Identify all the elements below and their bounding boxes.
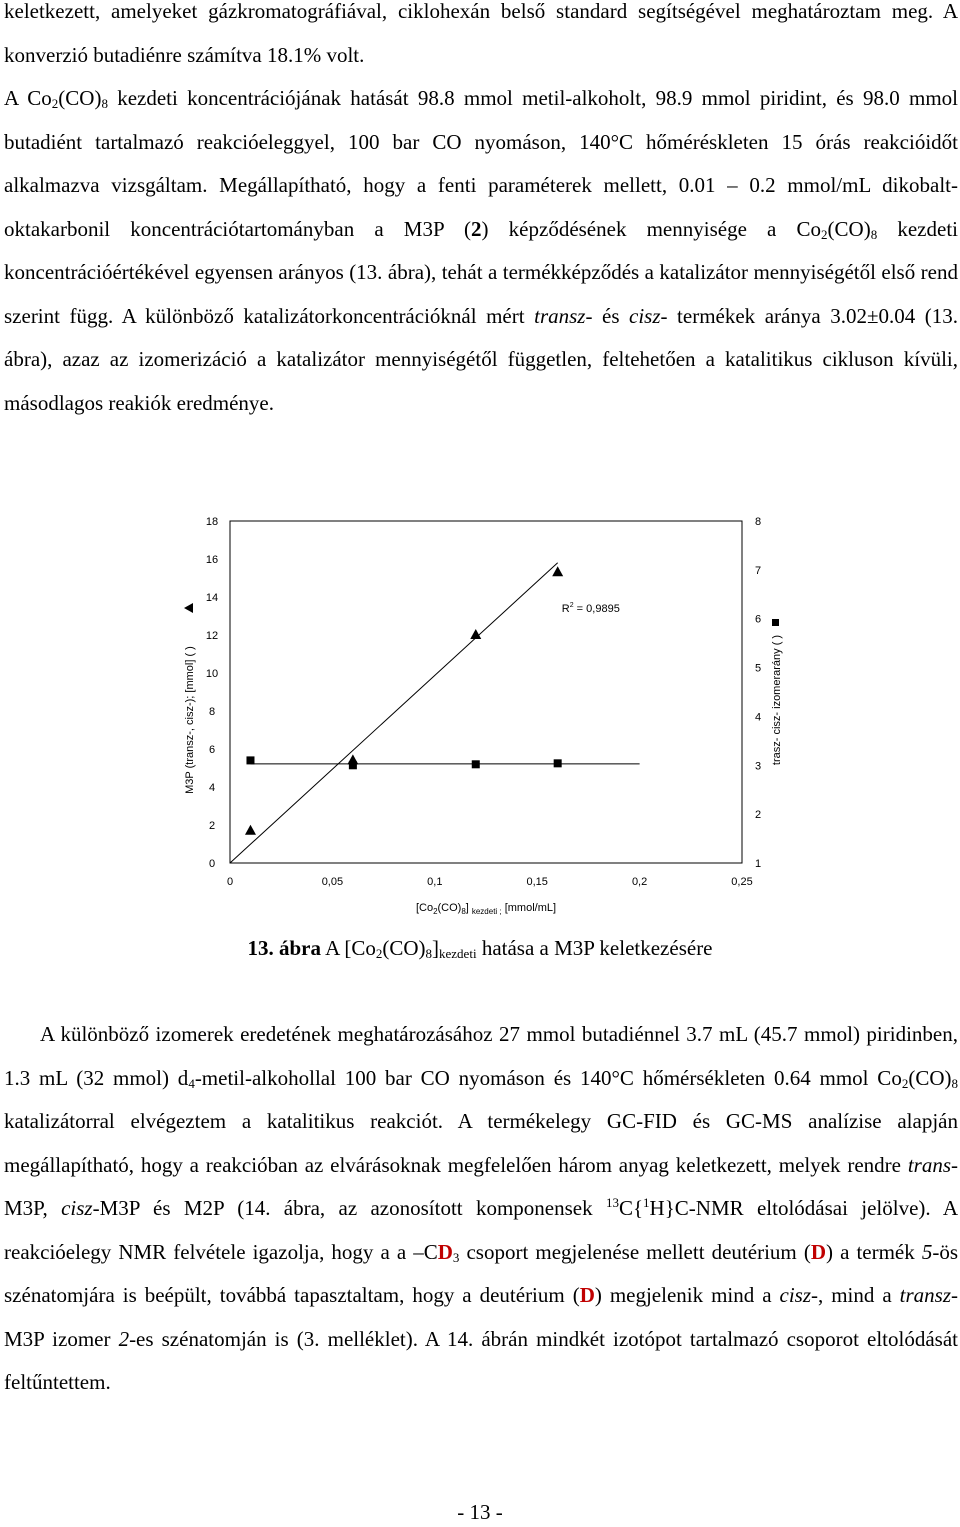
caption-text: hatása a M3P keletkezésére — [476, 936, 713, 960]
square-point — [246, 756, 254, 764]
subscript: 8 — [425, 946, 433, 961]
paragraph-2-text: C{ — [618, 1196, 644, 1220]
subscript: 8 — [951, 1075, 958, 1091]
page-number: - 13 - — [457, 1500, 503, 1524]
paragraph-2 — [4, 1013, 958, 1405]
paragraph-1-text-e: ) képződésének mennyisége a Co — [481, 216, 822, 241]
y-left-tick-label: 18 — [205, 516, 219, 528]
paragraph-1-text-h: - és — [585, 303, 630, 328]
paragraph-2-text: csoport megjelenése mellett deutérium ( — [459, 1239, 811, 1264]
y-right-tick-label: 6 — [754, 613, 762, 626]
paragraph-2-text: -M3P, — [4, 1152, 958, 1220]
r-squared-annotation: $R^2 = 0,9895$ — [561, 602, 620, 616]
paragraph-2-text: -ös szénatomjára is beépült, továbbá tapasztaltam, hogy a deutérium ( — [4, 1239, 958, 1307]
paragraph-1-text-f: (CO) — [827, 216, 871, 241]
paragraph-2-text: katalizátorral elvégeztem a katalitikus reakciót. A termékelegy GC-FID és GC-MS analízise alapján megállapítható, hogy a reakcióban az elvárásoknak megfelelően három anyag keletkezett, melyek rendre — [4, 1109, 958, 1177]
y-left-axis-title: M3P (transz-, cisz-); [mmol] ( ) — [184, 646, 196, 794]
plot-frame — [230, 521, 742, 863]
x-tick-label: 0,05 — [321, 876, 344, 888]
subscript: 3 — [452, 1249, 460, 1265]
italic-term: transz — [534, 303, 586, 328]
square-point — [554, 759, 562, 767]
y-left-tick-label: 8 — [208, 706, 216, 718]
subscript: 2 — [375, 946, 383, 961]
y-left-axis-ticks — [206, 516, 218, 870]
italic-term: transz — [899, 1283, 952, 1307]
x-tick-label: 0,1 — [427, 876, 443, 888]
paragraph-2-text: -es szénatomján is (3. melléklet). A 14. ábrán mindkét izotópot tartalmazó csoporot eltolódását feltűntettem. — [4, 1326, 958, 1394]
x-axis-title: $[Co_2(CO)_8]$ $_{kezdeti ;}$ [mmol/mL] — [415, 902, 557, 916]
triangle-legend-icon — [184, 603, 193, 613]
paragraph-1-text-b: A Co — [4, 86, 52, 110]
x-tick-label: 0,25 — [731, 876, 753, 888]
square-point — [472, 760, 480, 768]
caption-text: ] — [432, 936, 440, 960]
figure-caption — [0, 932, 960, 964]
y-left-tick-label: 12 — [205, 630, 219, 642]
paragraph-1-text-a: keletkezett, amelyeket gázkromatográfiával, ciklohexán belső standard segítségével meghatároztam meg. A konverzió butadiénre számítva 18.1% volt. — [4, 0, 958, 67]
y-right-axis-ticks — [755, 516, 761, 870]
figure-label: 13. ábra — [247, 936, 321, 960]
paragraph-2-text: -M3P izomer — [4, 1283, 959, 1351]
x-tick-label: 0,2 — [631, 876, 648, 888]
paragraph-2-text: ) megjelenik mind a — [594, 1283, 780, 1307]
square-legend-icon — [772, 619, 779, 626]
subscript: 8 — [101, 96, 108, 111]
subscript: 2 — [901, 1075, 909, 1091]
figure-13-chart — [0, 490, 960, 930]
paragraph-2-text: A különböző izomerek eredetének meghatározásához 27 mmol butadiénnel 3.7 mL (45.7 mmol) piridinben, 1.3 mL (32 mmol) d — [4, 1022, 958, 1090]
deuterium-highlight: D — [810, 1239, 826, 1264]
superscript: 1 — [643, 1195, 650, 1210]
paragraph-1-text-d: kezdeti koncentrációjának hatását 98.8 mmol metil-alkoholt, 98.9 mmol piridint, és 98.0 mmol butadiént tartalmazó reakcióeleggyel, 100 bar CO nyomáson, 140°C hőméréskleten 15 órás reakcióidőt alkalmazva vizsgáltam. Megállapítható, hogy a fenti paraméterek mellett, 0.01 – 0.2 mmol/mL dikobalt-oktakarbonil koncentrációtartományban a M3P ( — [4, 86, 958, 241]
triangle-point — [245, 825, 256, 835]
square-point — [349, 761, 357, 769]
paragraph-2-text: ) a termék — [826, 1239, 922, 1264]
paragraph-2-text: -, mind a — [811, 1283, 900, 1307]
y-left-tick-label: 4 — [208, 782, 216, 794]
italic-term: 5 — [921, 1239, 933, 1264]
subscript: 2 — [51, 96, 59, 111]
italic-term: cisz — [629, 303, 661, 328]
deuterium-highlight: D — [579, 1283, 595, 1307]
x-axis-ticks — [227, 876, 753, 888]
y-left-tick-label: 16 — [205, 554, 219, 566]
caption-text: A [Co — [320, 936, 376, 960]
triangle-point — [552, 566, 563, 576]
y-right-tick-label: 1 — [754, 858, 762, 870]
subscript: 8 — [870, 226, 878, 242]
y-right-tick-label: 8 — [754, 516, 762, 528]
subscript: 4 — [188, 1075, 195, 1091]
y-right-tick-label: 4 — [754, 711, 762, 724]
subscript: 2 — [821, 226, 828, 242]
caption-text: (CO) — [382, 936, 426, 960]
y-left-tick-label: 0 — [208, 858, 216, 870]
deuterium-highlight: D — [437, 1239, 453, 1264]
superscript: 13 — [605, 1195, 619, 1210]
linear-fit-line — [230, 563, 558, 863]
italic-term: trans — [907, 1152, 951, 1177]
paragraph-2-text: H}C-NMR eltolódásai jelölve). A reakcióelegy NMR felvétele igazolja, hogy a a –C — [4, 1196, 958, 1264]
plot-border — [230, 521, 742, 863]
x-tick-label: 0 — [226, 876, 234, 888]
data-marks — [245, 566, 563, 834]
italic-term: 2 — [118, 1326, 130, 1351]
y-right-tick-label: 2 — [754, 809, 762, 822]
paragraph-1-text-c: (CO) — [58, 86, 102, 110]
compound-number: 2 — [471, 216, 482, 241]
y-right-tick-label: 3 — [754, 760, 762, 773]
paragraph-1-text-i: - termékek aránya 3.02±0.04 (13. ábra), azaz az izomerizáció a katalizátor mennyiségétől független, feltehetően a katalitikus cikluson kívüli, másodlagos reakiók eredménye. — [4, 303, 958, 415]
y-left-tick-label: 2 — [208, 820, 216, 832]
paragraph-2-text: -M3P és M2P (14. ábra, az azonosított komponensek — [92, 1196, 606, 1220]
y-left-tick-label: 14 — [205, 592, 219, 604]
italic-term: cisz — [61, 1196, 93, 1220]
paragraph-1-text-g: kezdeti koncentrációértékével egyensen arányos (13. ábra), tehát a termékképződés a katalizátor mennyiségétől első rend szerint függ. A különböző katalizátorkoncentrációknál mért — [4, 216, 958, 328]
paragraph-2-text: -metil-alkohollal 100 bar CO nyomáson és 140°C hőmérsékleten 0.64 mmol Co — [194, 1065, 902, 1090]
y-right-tick-label: 7 — [754, 564, 762, 577]
x-tick-label: 0,15 — [526, 876, 548, 888]
italic-term: cisz — [779, 1283, 812, 1307]
y-left-tick-label: 10 — [205, 668, 219, 680]
y-right-axis-title: trasz- cisz- izomerarány ( ) — [771, 634, 783, 766]
subscript: kezdeti — [439, 946, 477, 961]
y-left-tick-label: 6 — [208, 744, 216, 756]
paragraph-1 — [4, 0, 958, 425]
y-right-tick-label: 5 — [754, 662, 762, 675]
paragraph-2-text: (CO) — [908, 1065, 952, 1090]
